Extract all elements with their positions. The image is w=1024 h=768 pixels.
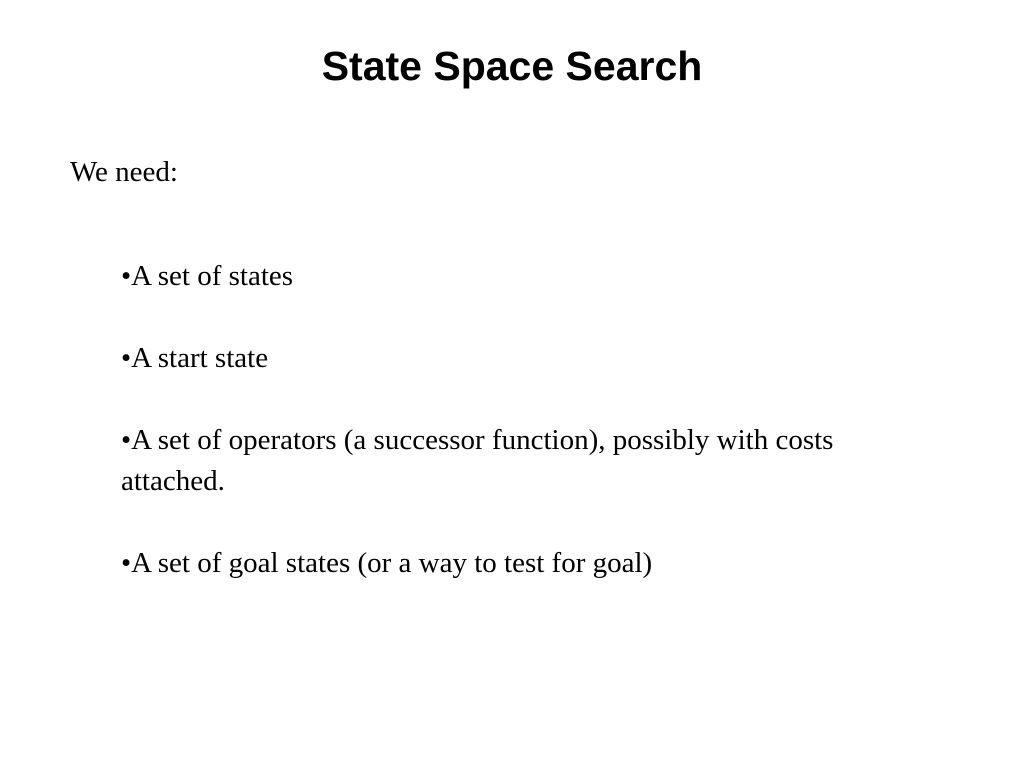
bullet-item-operators: •A set of operators (a successor function), possibly with costs attached. (121, 424, 834, 497)
bullet-item-goal-states: •A set of goal states (or a way to test for goal) (121, 547, 653, 579)
bullet-item-states: •A set of states (121, 260, 294, 292)
bullet-list (121, 256, 921, 584)
intro-text: We need: (70, 156, 178, 188)
bullet-item-start-state: •A start state (121, 342, 269, 374)
slide-title: State Space Search (321, 43, 703, 89)
